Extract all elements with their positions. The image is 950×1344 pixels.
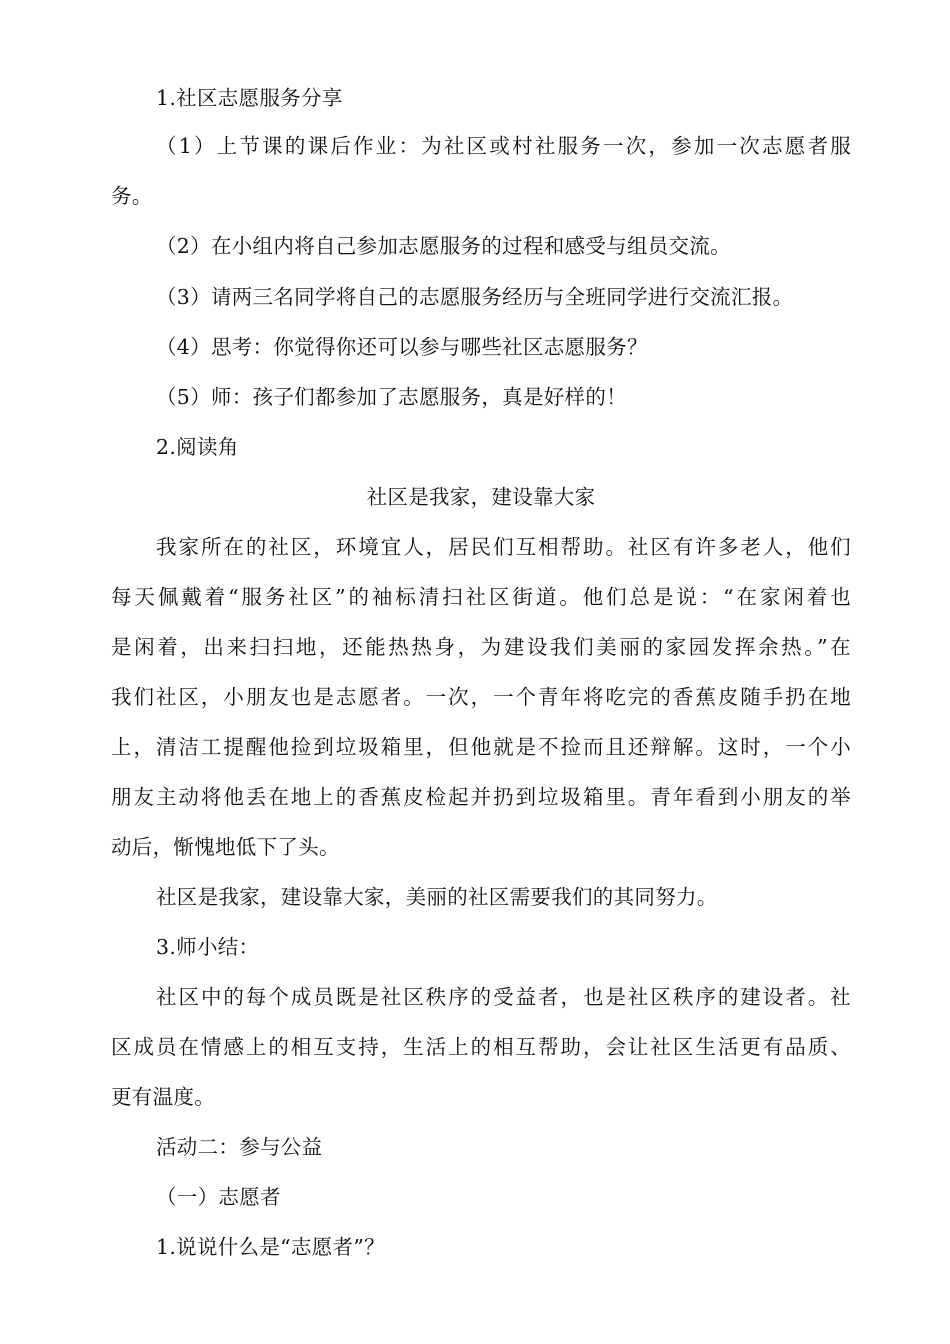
item4: （4）思考：你觉得你还可以参与哪些社区志愿服务？	[156, 335, 648, 359]
item2: （2）在小组内将自己参加志愿服务的过程和感受与组员交流。	[156, 234, 731, 258]
reading-p1-line: 动后，惭愧地低下了头。	[111, 835, 340, 859]
summary-line: 社区中的每个成员既是社区秩序的受益者，也是社区秩序的建设者。社	[156, 985, 851, 1009]
reading-p1-line: 上，清洁工提醒他捡到垃圾箱里，但他就是不捡而且还辩解。这时，一个小	[111, 735, 851, 759]
reading-p1-line: 朋友主动将他丢在地上的香蕉皮检起并扔到垃圾箱里。青年看到小朋友的举	[111, 785, 851, 809]
reading-p1-line: 每天佩戴着“服务社区”的袖标清扫社区街道。他们总是说：“在家闲着也	[111, 585, 851, 609]
reading-p1-line: 我们社区，小朋友也是志愿者。一次，一个青年将吃完的香蕉皮随手扔在地	[111, 685, 851, 709]
section2-heading: 2.阅读角	[156, 435, 239, 459]
section1-heading: 1.社区志愿服务分享	[156, 86, 343, 110]
item3: （3）请两三名同学将自己的志愿服务经历与全班同学进行交流汇报。	[156, 285, 794, 309]
reading-p1-line: 我家所在的社区，环境宜人，居民们互相帮助。社区有许多老人，他们	[156, 535, 851, 559]
section3-heading: 3.师小结：	[156, 935, 260, 959]
reading-p1-line: 是闲着，出来扫扫地，还能热热身，为建设我们美丽的家园发挥余热。”在	[111, 635, 851, 659]
activity2-heading: 活动二：参与公益	[156, 1135, 323, 1159]
question1: 1.说说什么是“志愿者”？	[156, 1235, 385, 1259]
item5: （5）师：孩子们都参加了志愿服务，真是好样的！	[156, 385, 627, 409]
reading-p2: 社区是我家，建设靠大家，美丽的社区需要我们的其同努力。	[156, 885, 718, 909]
reading-title: 社区是我家，建设靠大家	[366, 485, 596, 509]
summary-line: 更有温度。	[111, 1085, 215, 1109]
item1-line1: （1）上节课的课后作业：为社区或村社服务一次，参加一次志愿者服	[156, 134, 851, 158]
subsection1-heading: （一）志愿者	[156, 1185, 281, 1209]
item1-line2: 务。	[111, 184, 153, 208]
summary-line: 区成员在情感上的相互支持，生活上的相互帮助，会让社区生活更有品质、	[111, 1035, 851, 1059]
